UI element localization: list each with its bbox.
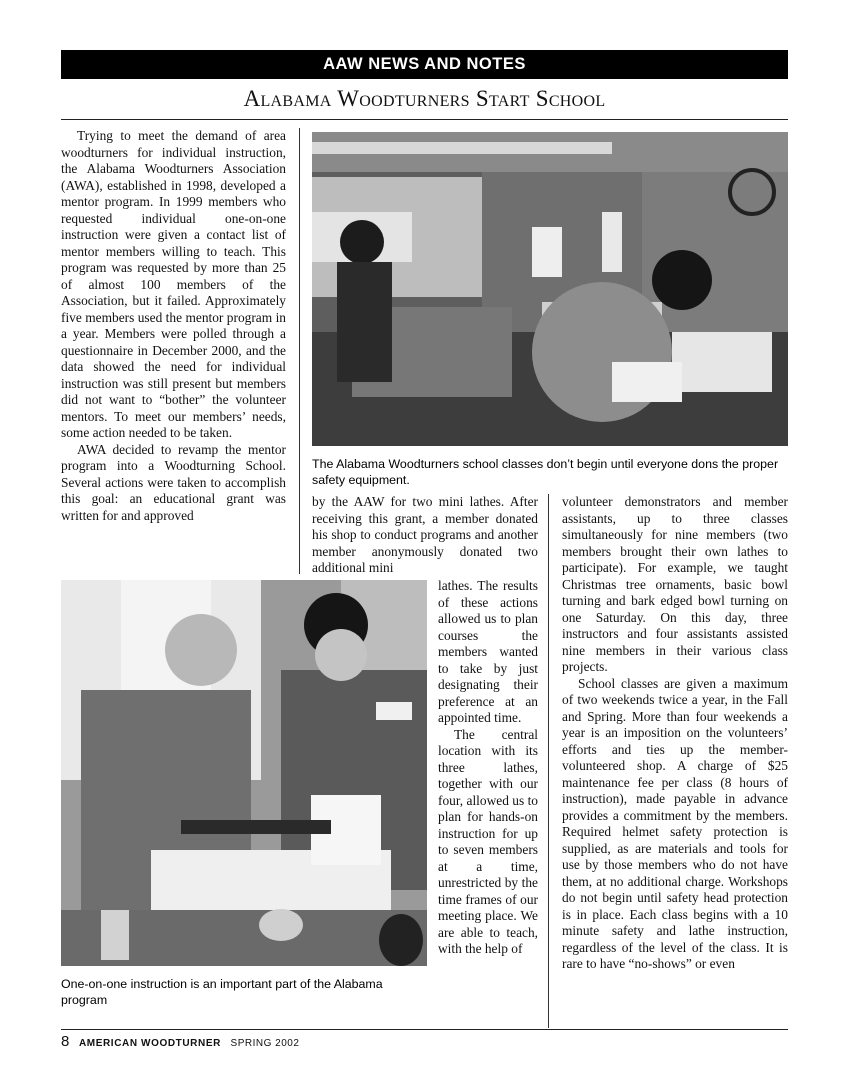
section-banner: AAW NEWS AND NOTES (61, 50, 788, 79)
paragraph: The central location with its three lathes, together with our four, allowed us to plan for hands-on instruction for up to seven members at a time, unrestricted by the time frames of our meeting place. We are able to teach, with the help of (438, 726, 538, 956)
article-column-1 (61, 128, 286, 524)
title-divider (61, 119, 788, 120)
column-divider (548, 494, 549, 1028)
workshop-photo (312, 132, 788, 446)
workshop-photo-image (312, 132, 788, 446)
footer-divider (61, 1029, 788, 1030)
page-number: 8 (61, 1033, 70, 1050)
paragraph: volunteer demonstrators and member assistants, up to three classes simultaneously for nine members (two members brought their own lathes to participate). For example, we taught Christmas tree ornaments, basic bowl turning and bark edged bowl turning on one Saturday. On this day, three instructors and four assistants assisted nine members in their various class projects. (562, 494, 788, 674)
paragraph: AWA decided to revamp the mentor program into a Woodturning School. Several actions were taken to accomplish this goal: an educational grant was written for and approved (61, 441, 286, 523)
instruction-photo-image (61, 580, 427, 966)
paragraph: Trying to meet the demand of area woodturners for individual instruction, the Alabama Woodturners Association (AWA), established in 1998, developed a mentor program. In 1999 members who requested individual one-on-one instruction were given a contact list of mentor members willing to teach. This program was requested by more than 25 of almost 100 members of the Association, but it failed. Approximately five members used the mentor program in a year. Members were polled through a questionnaire in December 2000, and the data showed the need for individual instruction was still present but members did not want to “bother” the volunteer mentors. To meet our members’ needs, some action needed to be taken. (61, 128, 286, 440)
paragraph: School classes are given a maximum of two weekends twice a year, in the Fall and Spring. More than four weekends a year is an imposition on the volunteers’ efforts and ties up the member-volunteered shop. A charge of $25 maintenance fee per class (8 hours of instruction), made payable in advance provides a commitment by the members. Required helmet safety protection is supplied, as are materials and tools for use by those members who do not have them, at no additional charge. Workshops do not begin until safety head protection is in place. Each class begins with a 10 minute safety and lathe instruction, regardless of the level of the class. It is rare to have “no-shows” or even (562, 675, 788, 971)
page-footer (61, 1034, 299, 1052)
article-title: Alabama Woodturners Start School (243, 86, 606, 111)
column-divider (299, 128, 300, 574)
magazine-name: AMERICAN WOODTURNER (78, 1038, 221, 1049)
article-column-2-side (438, 578, 538, 958)
top-photo-caption: The Alabama Woodturners school classes don’t begin until everyone dons the proper safety equipment. (312, 457, 779, 487)
paragraph: by the AAW for two mini lathes. After receiving this grant, a member donated his shop to conduct programs and another member anonymously donated two additional mini (312, 494, 538, 575)
article-column-2-top (312, 494, 538, 577)
instruction-photo (61, 580, 427, 966)
issue-date: SPRING 2002 (230, 1038, 300, 1049)
article-column-3 (562, 494, 788, 973)
paragraph: lathes. The results of these actions allowed us to plan courses the members wanted to take by just designating their preference at an appointed time. (438, 578, 538, 725)
bottom-photo-caption: One-on-one instruction is an important part of the Alabama program (61, 977, 383, 1007)
